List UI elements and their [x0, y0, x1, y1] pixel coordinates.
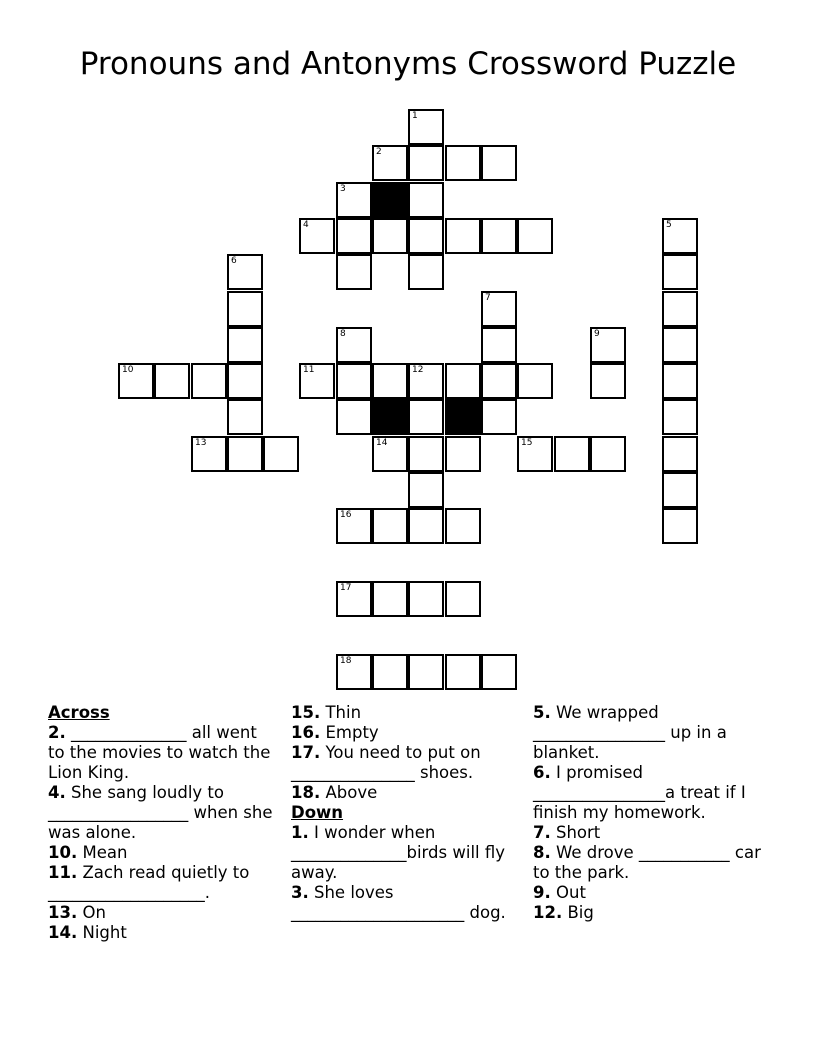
crossword-cell[interactable]: [408, 109, 444, 145]
clue-item-number: 12.: [533, 903, 563, 922]
crossword-cell[interactable]: [662, 436, 698, 472]
clue-item-text: ______________ all went to the movies to watch the Lion King.: [48, 723, 271, 782]
clue-number: 12: [412, 365, 424, 375]
clue-item-text: Above: [320, 783, 378, 802]
crossword-cell[interactable]: [590, 363, 626, 399]
clue-item-number: 5.: [533, 703, 551, 722]
crossword-block: [372, 399, 408, 435]
crossword-cell[interactable]: [408, 182, 444, 218]
clue-item: [533, 843, 763, 883]
clue-item-number: 7.: [533, 823, 551, 842]
clue-number: 5: [666, 220, 672, 230]
crossword-cell[interactable]: [118, 363, 154, 399]
crossword-cell[interactable]: [408, 145, 444, 181]
clue-item: [48, 723, 278, 783]
crossword-cell[interactable]: [408, 436, 444, 472]
clue-item-number: 3.: [291, 883, 309, 902]
crossword-cell[interactable]: [662, 218, 698, 254]
clue-item: [533, 903, 763, 923]
crossword-cell[interactable]: [408, 472, 444, 508]
clue-item-text: She sang loudly to _________________ when she was alone.: [48, 783, 273, 842]
crossword-cell[interactable]: [481, 654, 517, 690]
crossword-cell[interactable]: [517, 218, 553, 254]
clue-item-number: 17.: [291, 743, 321, 762]
crossword-cell[interactable]: [590, 436, 626, 472]
clue-item: [533, 763, 763, 823]
crossword-cell[interactable]: [191, 436, 227, 472]
clues-column-1: [48, 703, 278, 943]
clue-number: 18: [340, 656, 352, 666]
crossword-cell[interactable]: [590, 327, 626, 363]
clue-item: [291, 783, 521, 803]
crossword-cell[interactable]: [408, 399, 444, 435]
crossword-block: [372, 182, 408, 218]
clue-section-heading: Down: [291, 803, 344, 822]
clue-item-number: 8.: [533, 843, 551, 862]
crossword-cell[interactable]: [481, 291, 517, 327]
clue-item: [48, 903, 278, 923]
clue-item-text: Empty: [320, 723, 379, 742]
clue-item-number: 13.: [48, 903, 78, 922]
clue-item-text: Short: [550, 823, 601, 842]
crossword-cell[interactable]: [662, 291, 698, 327]
clue-number: 9: [594, 329, 600, 339]
crossword-cell[interactable]: [481, 218, 517, 254]
crossword-cell[interactable]: [481, 327, 517, 363]
clue-item-number: 6.: [533, 763, 551, 782]
crossword-cell[interactable]: [372, 436, 408, 472]
clue-item-number: 11.: [48, 863, 78, 882]
crossword-block: [445, 399, 481, 435]
crossword-cell[interactable]: [191, 363, 227, 399]
crossword-cell[interactable]: [554, 436, 590, 472]
clue-number: 8: [340, 329, 346, 339]
crossword-cell[interactable]: [662, 399, 698, 435]
clue-item: [48, 923, 278, 943]
crossword-cell[interactable]: [517, 436, 553, 472]
crossword-cell[interactable]: [662, 254, 698, 290]
crossword-cell[interactable]: [263, 436, 299, 472]
crossword-cell[interactable]: [372, 581, 408, 617]
clue-item-number: 1.: [291, 823, 309, 842]
clue-number: 3: [340, 184, 346, 194]
crossword-cell[interactable]: [662, 363, 698, 399]
clue-item: [533, 883, 763, 903]
crossword-cell[interactable]: [445, 581, 481, 617]
crossword-cell[interactable]: [336, 363, 372, 399]
crossword-cell[interactable]: [408, 254, 444, 290]
clue-item-number: 14.: [48, 923, 78, 942]
clue-item-number: 4.: [48, 783, 66, 802]
clue-item-text: I wonder when ______________birds will fly away.: [291, 823, 506, 882]
clue-number: 16: [340, 510, 352, 520]
crossword-cell[interactable]: [336, 327, 372, 363]
clue-item-text: We drove ___________ car to the park.: [533, 843, 761, 882]
clue-item-number: 18.: [291, 783, 321, 802]
clues-column-3: [533, 703, 763, 923]
clue-item-text: Big: [562, 903, 594, 922]
clue-item: [291, 823, 521, 883]
clue-number: 17: [340, 583, 352, 593]
crossword-cell[interactable]: [445, 654, 481, 690]
clue-number: 6: [231, 256, 237, 266]
clue-item-text: You need to put on _______________ shoes.: [291, 743, 481, 782]
clue-number: 4: [303, 220, 309, 230]
crossword-cell[interactable]: [372, 145, 408, 181]
crossword-cell[interactable]: [408, 581, 444, 617]
clue-number: 7: [485, 293, 491, 303]
crossword-cell[interactable]: [336, 218, 372, 254]
clue-number: 13: [195, 438, 207, 448]
crossword-cell[interactable]: [372, 654, 408, 690]
crossword-cell[interactable]: [408, 508, 444, 544]
crossword-cell[interactable]: [445, 508, 481, 544]
crossword-cell[interactable]: [154, 363, 190, 399]
crossword-cell[interactable]: [408, 654, 444, 690]
clue-item-text: Night: [77, 923, 127, 942]
crossword-cell[interactable]: [227, 327, 263, 363]
clues-column-2: [291, 703, 521, 923]
clue-item-text: Mean: [77, 843, 128, 862]
crossword-cell[interactable]: [445, 145, 481, 181]
clue-item-number: 9.: [533, 883, 551, 902]
crossword-cell[interactable]: [227, 436, 263, 472]
clue-section-heading: Across: [48, 703, 110, 722]
page-title: Pronouns and Antonyms Crossword Puzzle: [79, 46, 737, 82]
clue-item: [291, 883, 521, 923]
crossword-cell[interactable]: [445, 363, 481, 399]
crossword-cell[interactable]: [299, 218, 335, 254]
clue-item: [48, 863, 278, 903]
crossword-cell[interactable]: [481, 145, 517, 181]
clue-item: [291, 703, 521, 723]
clue-item-text: Out: [550, 883, 586, 902]
crossword-cell[interactable]: [372, 508, 408, 544]
crossword-cell[interactable]: [336, 182, 372, 218]
crossword-cell[interactable]: [662, 508, 698, 544]
clue-item-text: I promised ________________a treat if I finish my homework.: [533, 763, 746, 822]
crossword-cell[interactable]: [481, 399, 517, 435]
crossword-cell[interactable]: [227, 399, 263, 435]
crossword-cell[interactable]: [227, 363, 263, 399]
clue-number: 2: [376, 147, 382, 157]
clue-item: [48, 783, 278, 843]
clue-number: 14: [376, 438, 388, 448]
crossword-cell[interactable]: [445, 436, 481, 472]
clue-item: [48, 843, 278, 863]
crossword-cell[interactable]: [662, 327, 698, 363]
crossword-cell[interactable]: [408, 363, 444, 399]
crossword-cell[interactable]: [299, 363, 335, 399]
crossword-cell[interactable]: [336, 508, 372, 544]
clue-item-number: 15.: [291, 703, 321, 722]
clue-item-number: 2.: [48, 723, 66, 742]
clue-item-number: 10.: [48, 843, 78, 862]
crossword-cell[interactable]: [445, 218, 481, 254]
crossword-cell[interactable]: [336, 399, 372, 435]
crossword-cell[interactable]: [336, 254, 372, 290]
crossword-cell[interactable]: [372, 363, 408, 399]
clue-item-text: We wrapped ________________ up in a blanket.: [533, 703, 727, 762]
crossword-cell[interactable]: [372, 218, 408, 254]
clue-number: 1: [412, 111, 418, 121]
crossword-cell[interactable]: [408, 218, 444, 254]
clue-number: 10: [122, 365, 134, 375]
clue-item-text: On: [77, 903, 106, 922]
crossword-cell[interactable]: [227, 291, 263, 327]
crossword-cell[interactable]: [481, 363, 517, 399]
clue-item-text: Thin: [320, 703, 362, 722]
clue-item: [291, 743, 521, 783]
crossword-cell[interactable]: [517, 363, 553, 399]
clue-item: [291, 723, 521, 743]
clue-item-text: She loves _____________________ dog.: [291, 883, 506, 922]
crossword-cell[interactable]: [336, 581, 372, 617]
clue-number: 11: [303, 365, 315, 375]
crossword-cell[interactable]: [662, 472, 698, 508]
clue-item-number: 16.: [291, 723, 321, 742]
crossword-cell[interactable]: [227, 254, 263, 290]
clue-item-text: Zach read quietly to ___________________.: [48, 863, 250, 902]
clue-item: [533, 703, 763, 763]
crossword-cell[interactable]: [336, 654, 372, 690]
clue-number: 15: [521, 438, 533, 448]
clue-item: [533, 823, 763, 843]
